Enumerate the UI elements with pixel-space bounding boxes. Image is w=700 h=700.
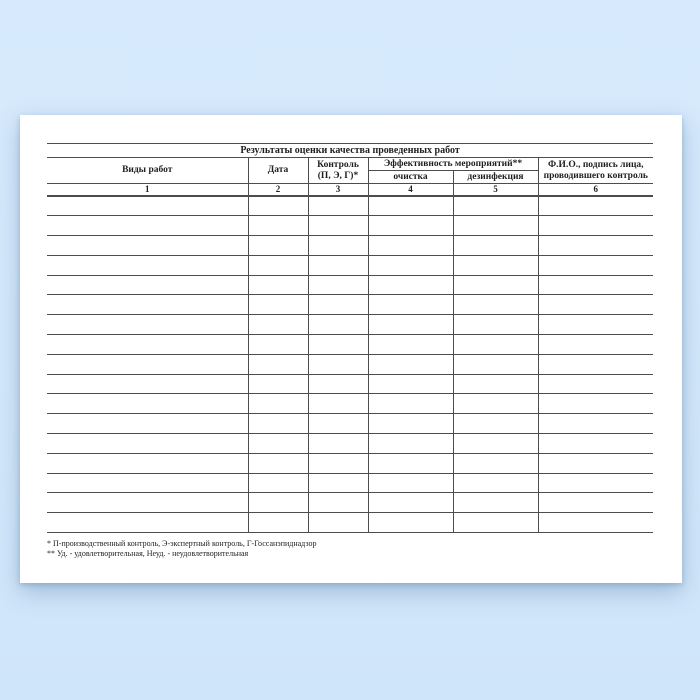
col-header-control <box>308 158 368 184</box>
table-row <box>47 414 653 434</box>
footnote-control-types: * П-производственный контроль, Э-экспертный контроль, Г-Госсанэпиднадзор <box>47 539 317 549</box>
empty-cell <box>453 374 538 394</box>
empty-cell <box>368 335 453 355</box>
empty-cell <box>47 414 248 434</box>
empty-cell <box>453 354 538 374</box>
empty-cell <box>248 335 308 355</box>
empty-cell <box>453 315 538 335</box>
empty-cell <box>368 255 453 275</box>
form-area <box>47 143 653 559</box>
empty-cell <box>368 513 453 533</box>
paper-sheet <box>20 115 682 583</box>
empty-cell <box>47 196 248 216</box>
empty-cell <box>47 354 248 374</box>
empty-cell <box>248 275 308 295</box>
table-row <box>47 216 653 236</box>
empty-cell <box>47 453 248 473</box>
empty-cell <box>368 434 453 454</box>
empty-cell <box>453 236 538 256</box>
empty-cell <box>47 394 248 414</box>
empty-cell <box>47 473 248 493</box>
empty-cell <box>538 196 653 216</box>
table-row <box>47 374 653 394</box>
empty-cell <box>47 335 248 355</box>
empty-cell <box>453 196 538 216</box>
empty-cell <box>368 473 453 493</box>
empty-cell <box>453 255 538 275</box>
empty-cell <box>308 453 368 473</box>
col-header-disinfection: дезинфекция <box>453 171 538 184</box>
col-header-works: Виды работ <box>47 158 248 184</box>
empty-cell <box>47 315 248 335</box>
empty-cell <box>368 493 453 513</box>
empty-cell <box>248 513 308 533</box>
empty-cell <box>368 354 453 374</box>
col-header-control-line1: Контроль <box>317 159 359 170</box>
footnote-ratings: ** Уд. - удовлетворительная, Неуд. - неудовлетворительная <box>47 549 249 559</box>
empty-cell <box>248 374 308 394</box>
table-row <box>47 354 653 374</box>
empty-cell <box>248 295 308 315</box>
empty-cell <box>47 236 248 256</box>
empty-cell <box>368 414 453 434</box>
footnotes <box>47 539 653 559</box>
empty-cell <box>248 216 308 236</box>
table-row <box>47 236 653 256</box>
empty-cell <box>308 196 368 216</box>
empty-cell <box>308 255 368 275</box>
empty-cell <box>47 493 248 513</box>
empty-cell <box>538 315 653 335</box>
empty-cell <box>308 414 368 434</box>
empty-cell <box>308 275 368 295</box>
empty-cell <box>368 216 453 236</box>
col-header-control-line2: (П, Э, Г)* <box>317 170 359 181</box>
empty-cell <box>368 374 453 394</box>
empty-cell <box>248 493 308 513</box>
table-row <box>47 196 653 216</box>
empty-cell <box>248 315 308 335</box>
empty-cell <box>538 434 653 454</box>
table-row <box>47 335 653 355</box>
empty-cell <box>368 275 453 295</box>
empty-cell <box>538 394 653 414</box>
empty-cell <box>47 434 248 454</box>
table-row <box>47 473 653 493</box>
empty-cell <box>538 295 653 315</box>
empty-cell <box>538 255 653 275</box>
empty-cell <box>453 493 538 513</box>
empty-cell <box>453 335 538 355</box>
table-title: Результаты оценки качества проведенных работ <box>47 144 653 158</box>
col-header-effectiveness: Эффективность мероприятий** <box>368 158 538 171</box>
empty-cell <box>453 394 538 414</box>
empty-cell <box>453 513 538 533</box>
empty-cell <box>308 434 368 454</box>
empty-cell <box>248 196 308 216</box>
table-row <box>47 394 653 414</box>
column-number-5: 5 <box>453 184 538 197</box>
empty-cell <box>47 255 248 275</box>
empty-cell <box>538 335 653 355</box>
empty-cell <box>47 295 248 315</box>
empty-cell <box>368 453 453 473</box>
empty-rows <box>47 196 653 533</box>
empty-cell <box>47 275 248 295</box>
column-number-1: 1 <box>47 184 248 197</box>
col-header-fio <box>538 158 653 184</box>
empty-cell <box>538 374 653 394</box>
empty-cell <box>453 295 538 315</box>
empty-cell <box>308 493 368 513</box>
table-title-row <box>47 144 653 158</box>
header-row-top <box>47 158 653 171</box>
empty-cell <box>308 354 368 374</box>
empty-cell <box>248 354 308 374</box>
empty-cell <box>308 236 368 256</box>
empty-cell <box>47 216 248 236</box>
col-header-fio-line2: проводившего контроль <box>543 170 648 181</box>
empty-cell <box>308 216 368 236</box>
table-row <box>47 453 653 473</box>
table-row <box>47 493 653 513</box>
empty-cell <box>538 236 653 256</box>
empty-cell <box>248 414 308 434</box>
column-number-4: 4 <box>368 184 453 197</box>
empty-cell <box>453 414 538 434</box>
empty-cell <box>538 354 653 374</box>
column-number-6: 6 <box>538 184 653 197</box>
empty-cell <box>248 236 308 256</box>
table-row <box>47 513 653 533</box>
empty-cell <box>538 216 653 236</box>
empty-cell <box>248 434 308 454</box>
empty-cell <box>248 453 308 473</box>
column-number-2: 2 <box>248 184 308 197</box>
empty-cell <box>538 275 653 295</box>
empty-cell <box>368 236 453 256</box>
empty-cell <box>47 374 248 394</box>
table-row <box>47 434 653 454</box>
empty-cell <box>368 295 453 315</box>
empty-cell <box>308 295 368 315</box>
empty-cell <box>368 315 453 335</box>
col-header-cleaning: очистка <box>368 171 453 184</box>
col-header-fio-line1: Ф.И.О., подпись лица, <box>548 159 644 170</box>
table-row <box>47 255 653 275</box>
empty-cell <box>453 275 538 295</box>
empty-cell <box>538 473 653 493</box>
empty-cell <box>47 513 248 533</box>
empty-cell <box>453 453 538 473</box>
empty-cell <box>308 513 368 533</box>
table-row <box>47 315 653 335</box>
empty-cell <box>308 374 368 394</box>
empty-cell <box>368 196 453 216</box>
quality-results-table <box>47 143 653 533</box>
empty-cell <box>248 394 308 414</box>
empty-cell <box>538 414 653 434</box>
empty-cell <box>308 394 368 414</box>
empty-cell <box>308 315 368 335</box>
empty-cell <box>453 434 538 454</box>
table-row <box>47 295 653 315</box>
empty-cell <box>248 473 308 493</box>
empty-cell <box>368 394 453 414</box>
table-row <box>47 275 653 295</box>
empty-cell <box>308 335 368 355</box>
empty-cell <box>538 513 653 533</box>
empty-cell <box>538 493 653 513</box>
empty-cell <box>248 255 308 275</box>
empty-cell <box>308 473 368 493</box>
empty-cell <box>453 216 538 236</box>
empty-cell <box>453 473 538 493</box>
column-number-3: 3 <box>308 184 368 197</box>
col-header-date: Дата <box>248 158 308 184</box>
column-numbers-row <box>47 184 653 197</box>
empty-cell <box>538 453 653 473</box>
